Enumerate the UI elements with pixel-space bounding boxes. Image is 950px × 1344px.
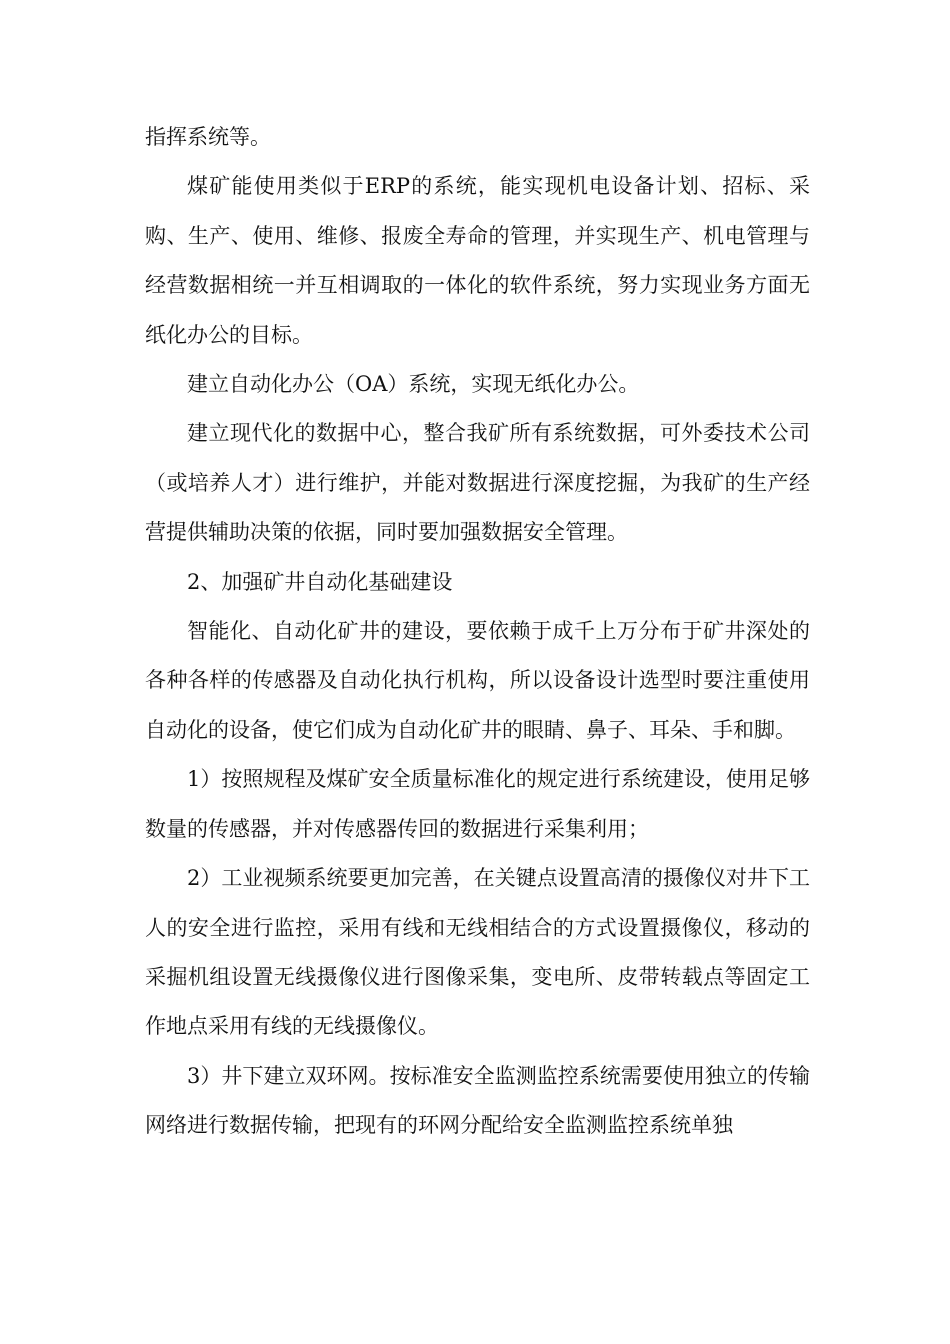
paragraph-continuation: 指挥系统等。 (145, 125, 271, 149)
section-heading-automation: 2、加强矿井自动化基础建设 (187, 569, 453, 594)
list-item-3: 3）井下建立双环网。按标准安全监测监控系统需要使用独立的传输网络进行数据传输，把现有的环网分配给安全监测监控系统单独 (145, 1063, 810, 1138)
paragraph-oa-system: 建立自动化办公（OA）系统，实现无纸化办公。 (187, 372, 640, 397)
document-body (145, 113, 810, 1151)
paragraph-sensors: 智能化、自动化矿井的建设，要依赖于成千上万分布于矿井深处的各种各样的传感器及自动化执行机构，所以设备设计选型时要注重使用自动化的设备，使它们成为自动化矿井的眼睛、鼻子、耳朵、手和脚。 (145, 619, 810, 742)
list-item-2: 2）工业视频系统要更加完善，在关键点设置高清的摄像仪对井下工人的安全进行监控，采用有线和无线相结合的方式设置摄像仪，移动的采掘机组设置无线摄像仪进行图像采集，变电所、皮带转载点等固定工作地点采用有线的无线摄像仪。 (145, 866, 810, 1039)
paragraph-erp-system: 煤矿能使用类似于ERP的系统，能实现机电设备计划、招标、采购、生产、使用、维修、报废全寿命的管理，并实现生产、机电管理与经营数据相统一并互相调取的一体化的软件系统，努力实现业务方面无纸化办公的目标。 (145, 174, 810, 347)
list-item-1: 1）按照规程及煤矿安全质量标准化的规定进行系统建设，使用足够数量的传感器，并对传感器传回的数据进行采集利用； (145, 767, 810, 841)
paragraph-data-center: 建立现代化的数据中心，整合我矿所有系统数据，可外委技术公司（或培养人才）进行维护，并能对数据进行深度挖掘，为我矿的生产经营提供辅助决策的依据，同时要加强数据安全管理。 (145, 421, 810, 545)
